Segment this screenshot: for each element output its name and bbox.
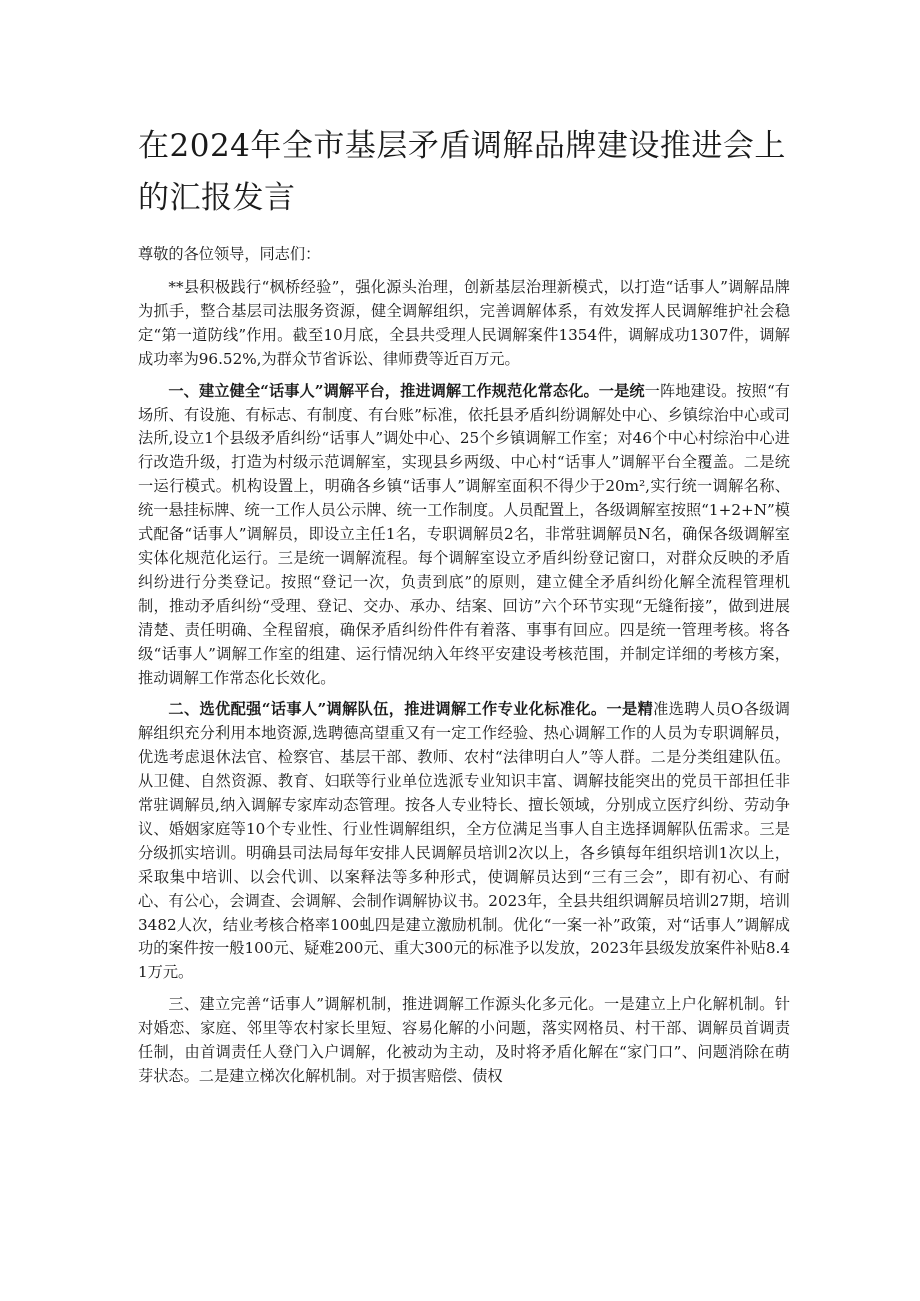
paragraph-body: 准选聘人员O各级调解组织充分利用本地资源,选聘德高望重又有一定工作经验、热心调解工作的人员为专职调解员，优选考虑退休法官、检察官、基层干部、教师、农村“法律明白人”等人群。二是分类组建队伍。从卫健、自然资源、教育、妇联等行业单位选派专业知识丰富、调解技能突出的党员干部担任非常驻调解员,纳入调解专家库动态管理。按各人专业特长、擅长领域，分别成立医疗纠纷、劳动争议、婚姻家庭等10个专业性、行业性调解组织，全方位满足当事人自主选择调解队伍需求。三是分级抓实培训。明确县司法局每年安排人民调解员培训2次以上，各乡镇每年组织培训1次以上，采取集中培训、以会代训、以案释法等多种形式，使调解员达到“三有三会”，即有初心、有耐心、有公心，会调查、会调解、会制作调解协议书。2023年，全县共组织调解员培训27期，培训3482人次，结业考核合格率100虬四是建立激励机制。优化“一案一补”政策，对“话事人”调解成功的案件按一般100元、疑难200元、重大300元的标准予以发放，2023年县级发放案件补贴8.41万元。 <box>138 700 790 982</box>
paragraph-intro <box>138 276 790 372</box>
paragraph-section-2 <box>138 698 790 985</box>
salutation: 尊敬的各位领导，同志们： <box>138 245 321 263</box>
paragraph-lead: 一、建立健全“话事人”调解平台，推进调解工作规范化常态化。一是统 <box>168 381 645 400</box>
paragraph-body: **县积极践行“枫桥经验”，强化源头治理，创新基层治理新模式，以打造“话事人”调解品牌为抓手，整合基层司法服务资源，健全调解组织，完善调解体系，有效发挥人民调解维护社会稳定“第一道防线”作用。截至10月底，全县共受理人民调解案件1354件，调解成功1307件，调解成功率为96.52%,为群众节省诉讼、律师费等近百万元。 <box>138 278 790 368</box>
paragraph-body: 一阵地建设。按照“有场所、有设施、有标志、有制度、有台账”标准，依托县矛盾纠纷调解处中心、乡镇综治中心或司法所,设立1个县级矛盾纠纷“话事人”调处中心、25个乡镇调解工作室；对46个中心村综治中心进行改造升级，打造为村级示范调解室，实现县乡两级、中心村“话事人”调解平台全覆盖。二是统一运行模式。机构设置上，明确各乡镇“话事人”调解室面积不得少于20m²,实行统一调解名称、统一悬挂标牌、统一工作人员公示牌、统一工作制度。人员配置上，各级调解室按照“1+2+N”模式配备“话事人”调解员，即设立主任1名，专职调解员2名，非常驻调解员N名，确保各级调解室实体化规范化运行。三是统一调解流程。每个调解室设立矛盾纠纷登记窗口，对群众反映的矛盾纠纷进行分类登记。按照“登记一次，负责到底”的原则，建立健全矛盾纠纷化解全流程管理机制，推动矛盾纠纷“受理、登记、交办、承办、结案、回访”六个环节实现“无缝衔接”，做到进展清楚、责任明确、全程留痕，确保矛盾纠纷件件有着落、事事有回应。四是统一管理考核。将各级“话事人”调解工作室的组建、运行情况纳入年终平安建设考核范围，并制定详细的考核方案，推动调解工作常态化长效化。 <box>138 381 790 687</box>
paragraph-section-3 <box>138 993 790 1089</box>
document-title: 在2024年全市基层矛盾调解品牌建设推进会上的汇报发言 <box>138 128 786 216</box>
document-page <box>138 120 790 1097</box>
paragraph-body: 三、建立完善“话事人”调解机制，推进调解工作源头化多元化。一是建立上户化解机制。针对婚恋、家庭、邻里等农村家长里短、容易化解的小问题，落实网格员、村干部、调解员首调责任制，由首调责任人登门入户调解，化被动为主动，及时将矛盾化解在“家门口”、问题消除在萌芽状态。二是建立梯次化解机制。对于损害赔偿、债权 <box>138 995 790 1085</box>
paragraph-section-1 <box>138 380 790 691</box>
paragraph-lead: 二、选优配强“话事人”调解队伍，推进调解工作专业化标准化。一是精 <box>168 700 654 719</box>
